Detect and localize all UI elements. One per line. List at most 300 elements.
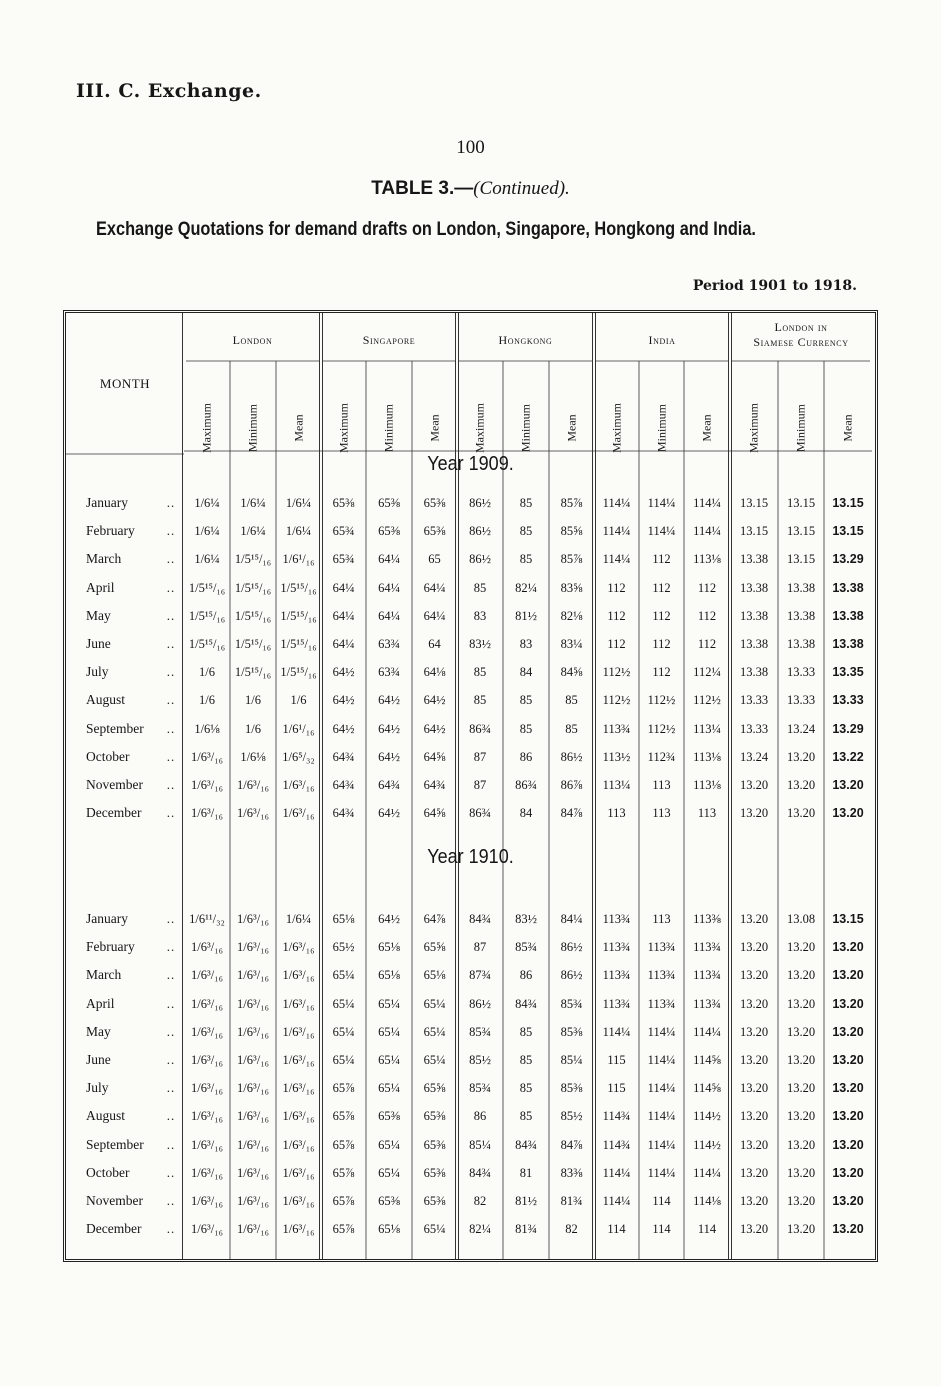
value-cell: 86½	[560, 749, 583, 764]
value-cell: 13.20	[739, 1053, 769, 1067]
value-cell: 114¼	[647, 1081, 676, 1096]
value-cell: 85⅞	[560, 552, 583, 567]
value-cell: 13.15	[786, 552, 816, 567]
value-cell: 1/5¹⁵/₁₆	[234, 665, 272, 680]
value-cell: 13.20	[739, 1024, 769, 1039]
table-row	[66, 546, 875, 572]
month-cell: October	[86, 748, 130, 764]
value-cell: 1/6	[290, 693, 307, 708]
value-cell: 13.35	[832, 665, 864, 680]
value-cell: 113⅛	[693, 749, 721, 764]
value-cell: 114¼	[693, 1024, 721, 1039]
value-cell: 65¼	[423, 1053, 446, 1067]
value-cell: 1/6³/₁₆	[237, 1165, 269, 1180]
value-cell: 1/5¹⁵/₁₆	[188, 637, 226, 651]
value-cell: 1/5¹⁵/₁₆	[234, 580, 272, 595]
value-cell: 65¼	[378, 1081, 400, 1096]
table-row	[66, 1075, 875, 1101]
sub-header-minimum: Minimum	[793, 403, 808, 453]
value-cell: 114¼	[602, 524, 631, 539]
value-cell: 1/6¹/₁₆	[282, 721, 315, 736]
value-cell: 84⅝	[560, 665, 583, 680]
value-cell: 1/6³/₁₆	[237, 1081, 269, 1096]
sub-header-mean: Mean	[564, 414, 578, 442]
value-cell: 65⅜	[423, 1194, 446, 1208]
value-cell: 65½	[332, 940, 355, 955]
leader-dots: ..	[166, 692, 176, 708]
value-cell: 1/6³/₁₆	[282, 1053, 315, 1067]
value-cell: 65⅝	[423, 1081, 446, 1096]
value-cell: 13.20	[832, 806, 864, 821]
table-row	[66, 1160, 875, 1186]
value-cell: 87	[473, 749, 487, 764]
value-cell: 85	[519, 496, 533, 510]
value-cell: 13.20	[832, 968, 864, 983]
value-cell: 1/6³/₁₆	[191, 749, 223, 764]
value-cell: 1/6³/₁₆	[191, 940, 223, 955]
value-cell: 63¾	[378, 637, 400, 651]
value-cell: 65¼	[423, 1222, 446, 1237]
table-row	[66, 906, 875, 932]
value-cell: 86½	[469, 552, 491, 567]
value-cell: 13.20	[739, 1137, 769, 1152]
value-cell: 13.20	[832, 1194, 864, 1208]
leader-dots: ..	[166, 967, 176, 983]
value-cell: 13.20	[786, 968, 816, 983]
value-cell: 13.20	[739, 778, 769, 792]
month-cell: January	[86, 495, 128, 510]
value-cell: 87	[473, 778, 487, 792]
table-row	[66, 575, 875, 601]
value-cell: 85	[519, 552, 533, 567]
value-cell: 64½	[378, 721, 400, 736]
value-cell: 86	[519, 749, 533, 764]
value-cell: 65¼	[378, 1053, 400, 1067]
value-cell: 65¼	[332, 1053, 355, 1067]
month-cell: June	[86, 1052, 111, 1067]
value-cell: 13.33	[739, 693, 769, 708]
value-cell: 114¼	[647, 1137, 676, 1152]
year-heading: Year 1909.	[427, 453, 514, 475]
value-cell: 65⅛	[332, 912, 355, 926]
value-cell: 13.38	[786, 608, 816, 623]
value-cell: 86½	[560, 940, 583, 955]
value-cell: 1/6¼	[240, 496, 266, 510]
value-cell: 65¼	[378, 1137, 400, 1152]
group-header-london-siamese	[730, 320, 872, 350]
leader-dots: ..	[166, 607, 176, 623]
value-cell: 81¾	[560, 1194, 583, 1208]
value-cell: 112½	[647, 693, 676, 708]
value-cell: 65⅞	[332, 1137, 355, 1152]
value-cell: 13.38	[832, 608, 864, 623]
leader-dots: ..	[166, 1052, 176, 1067]
value-cell: 112	[697, 637, 717, 651]
group-header-london: London	[232, 333, 273, 347]
value-cell: 13.33	[786, 665, 816, 680]
value-cell: 65¼	[378, 996, 400, 1011]
value-cell: 112¼	[693, 665, 721, 680]
value-cell: 64½	[332, 721, 355, 736]
sub-header-minimum: Minimum	[518, 403, 533, 453]
value-cell: 112	[607, 637, 626, 651]
value-cell: 85	[519, 721, 533, 736]
value-cell: 85	[519, 693, 533, 708]
value-cell: 1/5¹⁵/₁₆	[188, 580, 226, 595]
value-cell: 65⅜	[423, 1109, 446, 1124]
value-cell: 65⅛	[378, 940, 400, 955]
value-cell: 13.20	[786, 996, 816, 1011]
value-cell: 85	[565, 721, 578, 736]
leader-dots: ..	[166, 523, 176, 539]
leader-dots: ..	[166, 1193, 176, 1208]
value-cell: 13.38	[739, 580, 769, 595]
value-cell: 113⅛	[693, 778, 721, 792]
value-cell: 13.20	[786, 1081, 816, 1096]
value-cell: 65⅝	[423, 940, 446, 955]
value-cell: 82	[473, 1194, 487, 1208]
value-cell: 114	[607, 1222, 626, 1237]
value-cell: 1/6³/₁₆	[191, 1024, 223, 1039]
value-cell: 1/6³/₁₆	[282, 1165, 315, 1180]
value-cell: 1/6³/₁₆	[191, 996, 223, 1011]
table-row	[66, 962, 875, 988]
value-cell: 85½	[560, 1109, 583, 1124]
sub-header-maximum: Maximum	[336, 403, 350, 453]
value-cell: 114½	[693, 1109, 721, 1124]
value-cell: 86	[473, 1109, 487, 1124]
value-cell: 112	[652, 637, 671, 651]
value-cell: 112½	[602, 665, 631, 680]
month-cell: March	[86, 967, 122, 983]
value-cell: 64¾	[332, 778, 355, 792]
value-cell: 65⅞	[332, 1194, 355, 1208]
month-cell: March	[86, 551, 122, 567]
value-cell: 13.38	[739, 637, 769, 651]
table-row	[66, 772, 875, 798]
value-cell: 64¾	[423, 778, 446, 792]
value-cell: 13.20	[832, 1109, 864, 1124]
leader-dots: ..	[166, 1164, 176, 1180]
value-cell: 82	[565, 1222, 578, 1237]
table-title	[0, 178, 941, 200]
leader-dots: ..	[166, 995, 176, 1011]
value-cell: 114⅝	[693, 1053, 721, 1067]
table-row	[66, 1188, 875, 1214]
value-cell: 112	[697, 608, 717, 623]
month-cell: May	[86, 607, 111, 623]
value-cell: 1/6³/₁₆	[282, 996, 315, 1011]
value-cell: 85	[565, 693, 578, 708]
sub-header-mean: Mean	[427, 414, 441, 442]
value-cell: 65¾	[332, 552, 355, 567]
value-cell: 13.15	[739, 496, 769, 510]
value-cell: 1/6³/₁₆	[282, 1081, 315, 1096]
value-cell: 13.33	[739, 721, 769, 736]
value-cell: 113⅜	[693, 912, 721, 926]
value-cell: 13.20	[786, 940, 816, 955]
value-cell: 1/6³/₁₆	[191, 1165, 223, 1180]
value-cell: 112	[697, 580, 717, 595]
leader-dots: ..	[166, 664, 176, 680]
value-cell: 114¼	[602, 1165, 631, 1180]
leader-dots: ..	[166, 805, 176, 821]
value-cell: 13.15	[786, 496, 816, 510]
month-cell: August	[86, 692, 126, 708]
value-cell: 65⅜	[423, 524, 446, 539]
value-cell: 64⅝	[423, 806, 446, 821]
value-cell: 13.20	[786, 1165, 816, 1180]
table-row	[66, 1019, 875, 1045]
value-cell: 84¾	[469, 1165, 491, 1180]
value-cell: 113½	[602, 749, 631, 764]
value-cell: 114	[697, 1222, 717, 1237]
value-cell: 13.24	[786, 721, 816, 736]
value-cell: 13.20	[739, 806, 769, 821]
value-cell: 113¾	[693, 940, 721, 955]
value-cell: 83½	[469, 637, 491, 651]
value-cell: 13.08	[786, 912, 816, 926]
value-cell: 65⅞	[332, 1222, 355, 1237]
month-cell: July	[86, 1080, 109, 1096]
value-cell: 64¼	[423, 580, 446, 595]
value-cell: 65¼	[423, 996, 446, 1011]
value-cell: 65¾	[332, 524, 355, 539]
table-title-main: TABLE 3.—	[371, 178, 474, 199]
value-cell: 1/5¹⁵/₁₆	[234, 637, 272, 651]
value-cell: 1/6³/₁₆	[237, 1024, 269, 1039]
month-cell: May	[86, 1023, 111, 1039]
value-cell: 113¾	[602, 912, 631, 926]
value-cell: 13.20	[832, 1024, 864, 1039]
group-header-line: Siamese Currency	[753, 335, 849, 349]
value-cell: 1/6³/₁₆	[191, 1109, 223, 1124]
value-cell: 13.20	[832, 940, 864, 955]
value-cell: 64¾	[332, 749, 355, 764]
value-cell: 1/6¼	[194, 552, 220, 567]
value-cell: 65⅜	[378, 1109, 400, 1124]
sub-header-mean: Mean	[291, 414, 305, 442]
value-cell: 1/6³/₁₆	[191, 1222, 223, 1237]
value-cell: 83⅜	[560, 1165, 583, 1180]
value-cell: 64½	[378, 912, 400, 926]
table-row	[66, 716, 875, 742]
value-cell: 1/6³/₁₆	[191, 1194, 223, 1208]
value-cell: 64¼	[332, 637, 355, 651]
value-cell: 112	[652, 608, 671, 623]
value-cell: 114⅛	[693, 1194, 721, 1208]
value-cell: 114¼	[693, 524, 721, 539]
value-cell: 113¾	[647, 968, 676, 983]
month-cell: October	[86, 1164, 130, 1180]
value-cell: 1/6	[199, 693, 215, 708]
value-cell: 65⅛	[423, 968, 446, 983]
value-cell: 84	[519, 806, 533, 821]
value-cell: 13.15	[832, 524, 864, 539]
value-cell: 1/6³/₁₆	[237, 1194, 269, 1208]
value-cell: 13.20	[739, 1165, 769, 1180]
value-cell: 114¼	[647, 1053, 676, 1067]
month-cell: December	[86, 1221, 142, 1237]
table-row	[66, 800, 875, 826]
value-cell: 64½	[378, 693, 400, 708]
value-cell: 86½	[469, 996, 491, 1011]
month-cell: December	[86, 805, 142, 821]
value-cell: 115	[607, 1081, 626, 1096]
value-cell: 86¾	[469, 806, 491, 821]
table-row	[66, 1132, 875, 1158]
value-cell: 1/6³/₁₆	[282, 1222, 315, 1237]
section-label: III. C. Exchange.	[76, 80, 262, 102]
value-cell: 114	[652, 1194, 671, 1208]
value-cell: 13.33	[786, 693, 816, 708]
page-number: 100	[456, 137, 485, 158]
leader-dots: ..	[166, 579, 176, 595]
month-cell: April	[86, 579, 115, 595]
table-title-continued: (Continued).	[473, 178, 570, 199]
value-cell: 85⅜	[560, 1024, 583, 1039]
value-cell: 113¾	[693, 968, 721, 983]
value-cell: 13.20	[786, 1109, 816, 1124]
year-heading: Year 1910.	[427, 846, 514, 868]
value-cell: 85	[473, 580, 487, 595]
table-row	[66, 934, 875, 960]
value-cell: 65⅜	[423, 496, 446, 510]
value-cell: 1/6¼	[285, 496, 312, 510]
value-cell: 65⅞	[332, 1165, 355, 1180]
value-cell: 1/6⁵/₃₂	[282, 749, 315, 764]
value-cell: 13.38	[739, 552, 769, 567]
value-cell: 65⅜	[423, 1165, 446, 1180]
sub-header-mean: Mean	[699, 414, 714, 442]
value-cell: 85	[519, 1109, 533, 1124]
value-cell: 85¾	[515, 940, 537, 955]
value-cell: 86⅞	[560, 778, 583, 792]
value-cell: 13.20	[832, 1165, 864, 1180]
sub-header-minimum: Minimum	[654, 403, 668, 453]
value-cell: 64¾	[378, 778, 400, 792]
value-cell: 1/6¼	[285, 524, 312, 539]
value-cell: 13.38	[786, 580, 816, 595]
table-row	[66, 744, 875, 770]
value-cell: 13.20	[832, 1222, 864, 1237]
leader-dots: ..	[166, 911, 176, 926]
value-cell: 112¾	[647, 749, 676, 764]
value-cell: 1/6	[245, 721, 261, 736]
value-cell: 13.15	[739, 524, 769, 539]
value-cell: 13.20	[786, 806, 816, 821]
value-cell: 114¼	[647, 524, 676, 539]
value-cell: 114¼	[602, 552, 631, 567]
value-cell: 114¼	[693, 496, 721, 510]
value-cell: 87	[473, 940, 487, 955]
value-cell: 112	[607, 608, 626, 623]
month-cell: August	[86, 1108, 126, 1124]
value-cell: 63¾	[378, 665, 400, 680]
value-cell: 85¼	[560, 1053, 583, 1067]
value-cell: 64½	[378, 749, 400, 764]
value-cell: 13.15	[832, 496, 864, 510]
value-cell: 65⅞	[332, 1081, 355, 1096]
group-header-india: India	[648, 333, 676, 347]
value-cell: 1/5¹⁵/₁₆	[234, 608, 272, 623]
month-column-header: MONTH	[99, 376, 151, 391]
table-row	[66, 687, 875, 713]
value-cell: 84¾	[469, 912, 491, 926]
value-cell: 13.20	[739, 1081, 769, 1096]
value-cell: 13.38	[786, 637, 816, 651]
value-cell: 114¼	[647, 1024, 676, 1039]
value-cell: 64½	[378, 806, 400, 821]
value-cell: 113	[652, 912, 671, 926]
value-cell: 13.29	[832, 552, 864, 567]
value-cell: 114⅝	[693, 1081, 721, 1096]
value-cell: 84	[519, 665, 533, 680]
value-cell: 114¼	[693, 1165, 721, 1180]
value-cell: 84¾	[515, 996, 537, 1011]
value-cell: 65⅜	[378, 1194, 400, 1208]
value-cell: 13.20	[739, 1222, 769, 1237]
month-cell: July	[86, 664, 109, 680]
table-row	[66, 490, 875, 516]
value-cell: 1/6¼	[194, 496, 220, 510]
leader-dots: ..	[166, 720, 176, 736]
value-cell: 1/6³/₁₆	[237, 912, 269, 926]
value-cell: 85⅞	[560, 496, 583, 510]
value-cell: 65	[428, 552, 441, 567]
value-cell: 113¾	[647, 940, 676, 955]
value-cell: 13.20	[739, 912, 769, 926]
value-cell: 112	[652, 580, 671, 595]
value-cell: 1/6³/₁₆	[237, 996, 269, 1011]
exchange-table	[63, 310, 878, 1262]
value-cell: 85⅜	[560, 1081, 583, 1096]
value-cell: 1/6³/₁₆	[282, 778, 315, 792]
value-cell: 65¼	[378, 1024, 400, 1039]
value-cell: 64¼	[378, 552, 400, 567]
group-header-line: London in	[774, 320, 828, 334]
value-cell: 84⅞	[560, 806, 583, 821]
value-cell: 65¼	[332, 1024, 355, 1039]
value-cell: 13.20	[832, 1137, 864, 1152]
value-cell: 13.29	[832, 721, 864, 736]
value-cell: 112	[652, 552, 671, 567]
value-cell: 65¼	[423, 1024, 446, 1039]
value-cell: 81½	[515, 608, 537, 623]
table-subtitle: Exchange Quotations for demand drafts on London, Singapore, Hongkong and India.	[96, 219, 756, 240]
value-cell: 64¾	[332, 806, 355, 821]
value-cell: 1/6¼	[194, 524, 220, 539]
value-cell: 65⅜	[332, 496, 355, 510]
value-cell: 82¼	[515, 580, 537, 595]
value-cell: 1/6	[245, 693, 261, 708]
month-cell: November	[86, 1193, 143, 1208]
value-cell: 13.20	[832, 1081, 864, 1096]
value-cell: 113¾	[693, 996, 721, 1011]
value-cell: 113⅛	[693, 552, 721, 567]
value-cell: 65⅛	[378, 1222, 400, 1237]
value-cell: 114¼	[602, 1194, 631, 1208]
leader-dots: ..	[166, 495, 176, 510]
value-cell: 85	[519, 1053, 533, 1067]
value-cell: 1/6³/₁₆	[282, 806, 315, 821]
value-cell: 86½	[560, 968, 583, 983]
value-cell: 85¾	[469, 1081, 491, 1096]
value-cell: 13.20	[786, 1222, 816, 1237]
value-cell: 65⅜	[423, 1137, 446, 1152]
value-cell: 1/5¹⁵/₁₆	[234, 552, 272, 567]
value-cell: 113	[607, 806, 626, 821]
